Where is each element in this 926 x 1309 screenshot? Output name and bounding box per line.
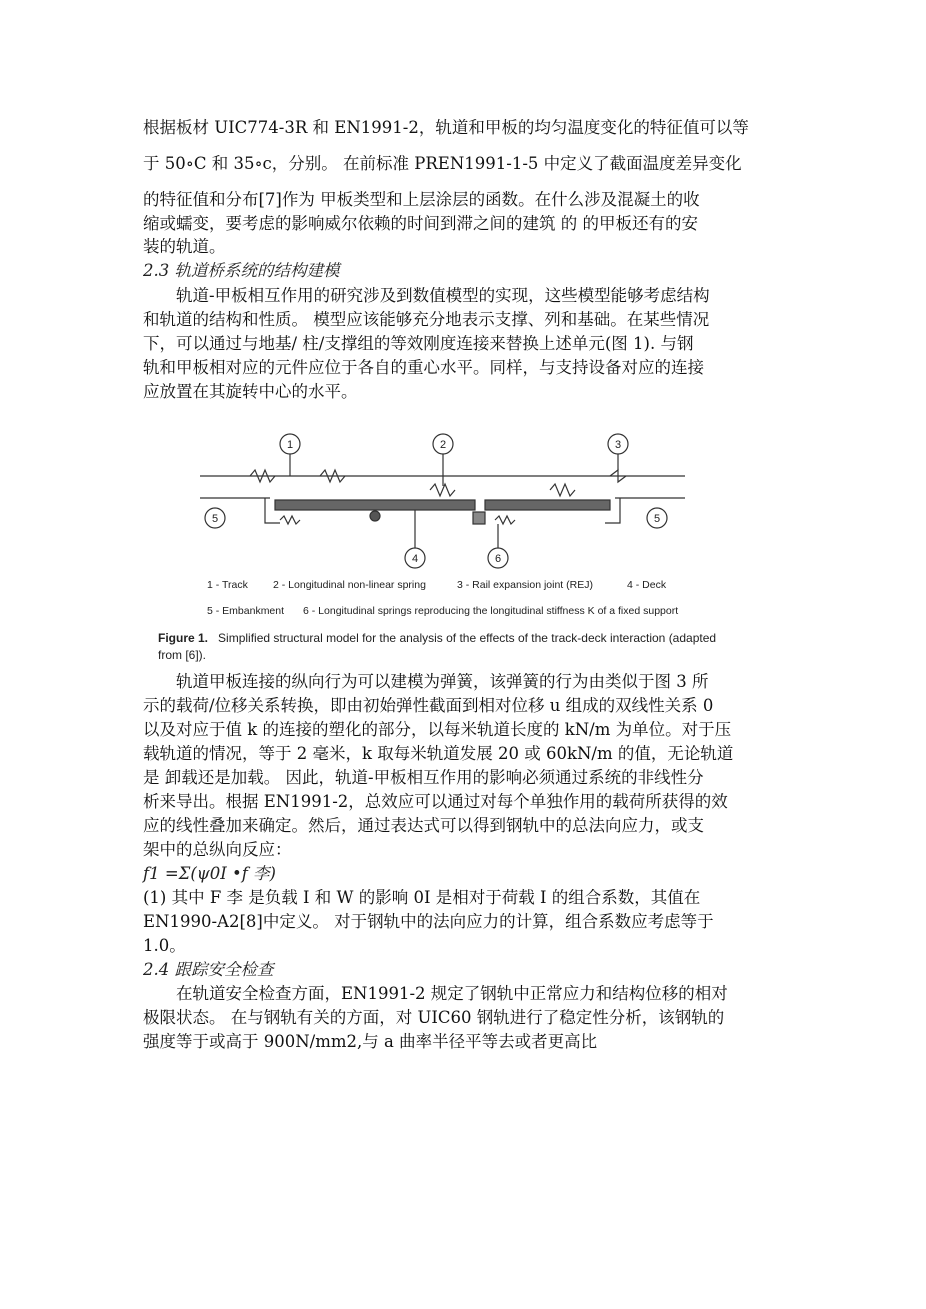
text-line: 的特征值和分布[7]作为 甲板类型和上层涂层的函数。在什么涉及混凝土的收 bbox=[143, 190, 700, 209]
callout-4: 4 bbox=[411, 553, 419, 565]
text-line: 于 50∘C 和 35∘c，分别。 在前标准 PREN1991-1-5 中定义了截面温度差异变化 bbox=[143, 154, 742, 173]
text-line: 是 卸载还是加载。 因此，轨道-甲板相互作用的影响必须通过系统的非线性分 bbox=[143, 768, 704, 787]
text-line: 应的线性叠加来确定。然后，通过表达式可以得到钢轨中的总法向应力，或支 bbox=[143, 816, 704, 835]
legend-item: 2 - Longitudinal non-linear spring bbox=[273, 579, 426, 591]
text-line: 示的载荷/位移关系转换，即由初始弹性截面到相对位移 u 组成的双线性关系 0 bbox=[143, 696, 714, 715]
text-line: 轨道-甲板相互作用的研究涉及到数值模型的实现，这些模型能够考虑结构 bbox=[143, 286, 710, 305]
callout-5-left: 5 bbox=[211, 513, 219, 525]
text-line: 以及对应于值 k 的连接的塑化的部分，以每米轨道长度的 kN/m 为单位。对于压 bbox=[143, 720, 732, 739]
spring-6 bbox=[495, 516, 515, 524]
figure-1 bbox=[195, 428, 695, 620]
text-line: 在轨道安全检查方面，EN1991-2 规定了钢轨中正常应力和结构位移的相对 bbox=[143, 984, 728, 1003]
callout-3: 3 bbox=[614, 439, 622, 451]
fixed-support bbox=[473, 512, 485, 524]
callout-6: 6 bbox=[494, 553, 502, 565]
legend-item: 5 - Embankment bbox=[207, 605, 285, 617]
text-line: 和轨道的结构和性质。 模型应该能够充分地表示支撑、列和基础。在某些情况 bbox=[143, 310, 710, 329]
text-line: 轨道甲板连接的纵向行为可以建模为弹簧，该弹簧的行为由类似于图 3 所 bbox=[143, 672, 709, 691]
section-heading-2-3: 2.3 轨道桥系统的结构建模 bbox=[143, 261, 340, 280]
text-line: 轨和甲板相对应的元件应位于各自的重心水平。同样，与支持设备对应的连接 bbox=[143, 358, 704, 377]
caption-text: Simplified structural model for the analysis of the effects of the track-deck interaction (adapted bbox=[218, 631, 717, 645]
caption-line-2: from [6]). bbox=[158, 648, 207, 662]
section-heading-2-4: 2.4 跟踪安全检查 bbox=[143, 960, 274, 979]
spring-4 bbox=[550, 484, 575, 496]
text-line: 缩或蠕变，要考虑的影响威尔依赖的时间到滞之间的建筑 的 的甲板还有的安 bbox=[143, 214, 698, 233]
callout-5-right: 5 bbox=[653, 513, 661, 525]
spring-5 bbox=[280, 516, 300, 524]
caption-line-1 bbox=[158, 630, 758, 647]
caption-label: Figure 1. bbox=[158, 631, 209, 645]
legend-item: 1 - Track bbox=[207, 579, 248, 591]
callout-1: 1 bbox=[286, 439, 294, 451]
text-line: EN1990-A2[8]中定义。 对于钢轨中的法向应力的计算，组合系数应考虑等于 bbox=[143, 912, 714, 931]
text-line: 架中的总纵向反应： bbox=[143, 840, 292, 859]
deck-right bbox=[485, 500, 610, 510]
text-line: 应放置在其旋转中心的水平。 bbox=[143, 382, 358, 401]
formula: f1 =Σ(ψ0I •f 李) bbox=[143, 864, 276, 883]
callout-2: 2 bbox=[439, 439, 447, 451]
support-bearing bbox=[370, 511, 380, 521]
text-line: 极限状态。 在与钢轨有关的方面，对 UIC60 钢轨进行了稳定性分析，该钢轨的 bbox=[143, 1008, 725, 1027]
figure-caption bbox=[158, 630, 758, 664]
text-line: 强度等于或高于 900N/mm2,与 a 曲率半径平等去或者更高比 bbox=[143, 1032, 598, 1051]
text-line: 1.0。 bbox=[143, 936, 186, 955]
text-line: 载轨道的情况，等于 2 毫米，k 取每米轨道发展 20 或 60kN/m 的值，无论轨道 bbox=[143, 744, 734, 763]
legend-item: 6 - Longitudinal springs reproducing the longitudinal stiffness K of a fixed support bbox=[303, 605, 679, 617]
text-line: 根据板材 UIC774-3R 和 EN1991-2，轨道和甲板的均匀温度变化的特征值可以等 bbox=[143, 118, 749, 137]
text-line: (1) 其中 F 李 是负载 I 和 W 的影响 0I 是相对于荷载 I 的组合系数，其值在 bbox=[143, 888, 701, 907]
deck-left bbox=[275, 500, 475, 510]
text-line: 下，可以通过与地基/ 柱/支撑组的等效刚度连接来替换上述单元(图 1). 与钢 bbox=[143, 334, 694, 353]
text-line: 装的轨道。 bbox=[143, 237, 226, 256]
structural-model-diagram bbox=[195, 428, 695, 620]
legend-item: 4 - Deck bbox=[627, 579, 667, 591]
text-line: 析来导出。根据 EN1991-2，总效应可以通过对每个单独作用的载荷所获得的效 bbox=[143, 792, 728, 811]
legend-item: 3 - Rail expansion joint (REJ) bbox=[457, 579, 593, 591]
